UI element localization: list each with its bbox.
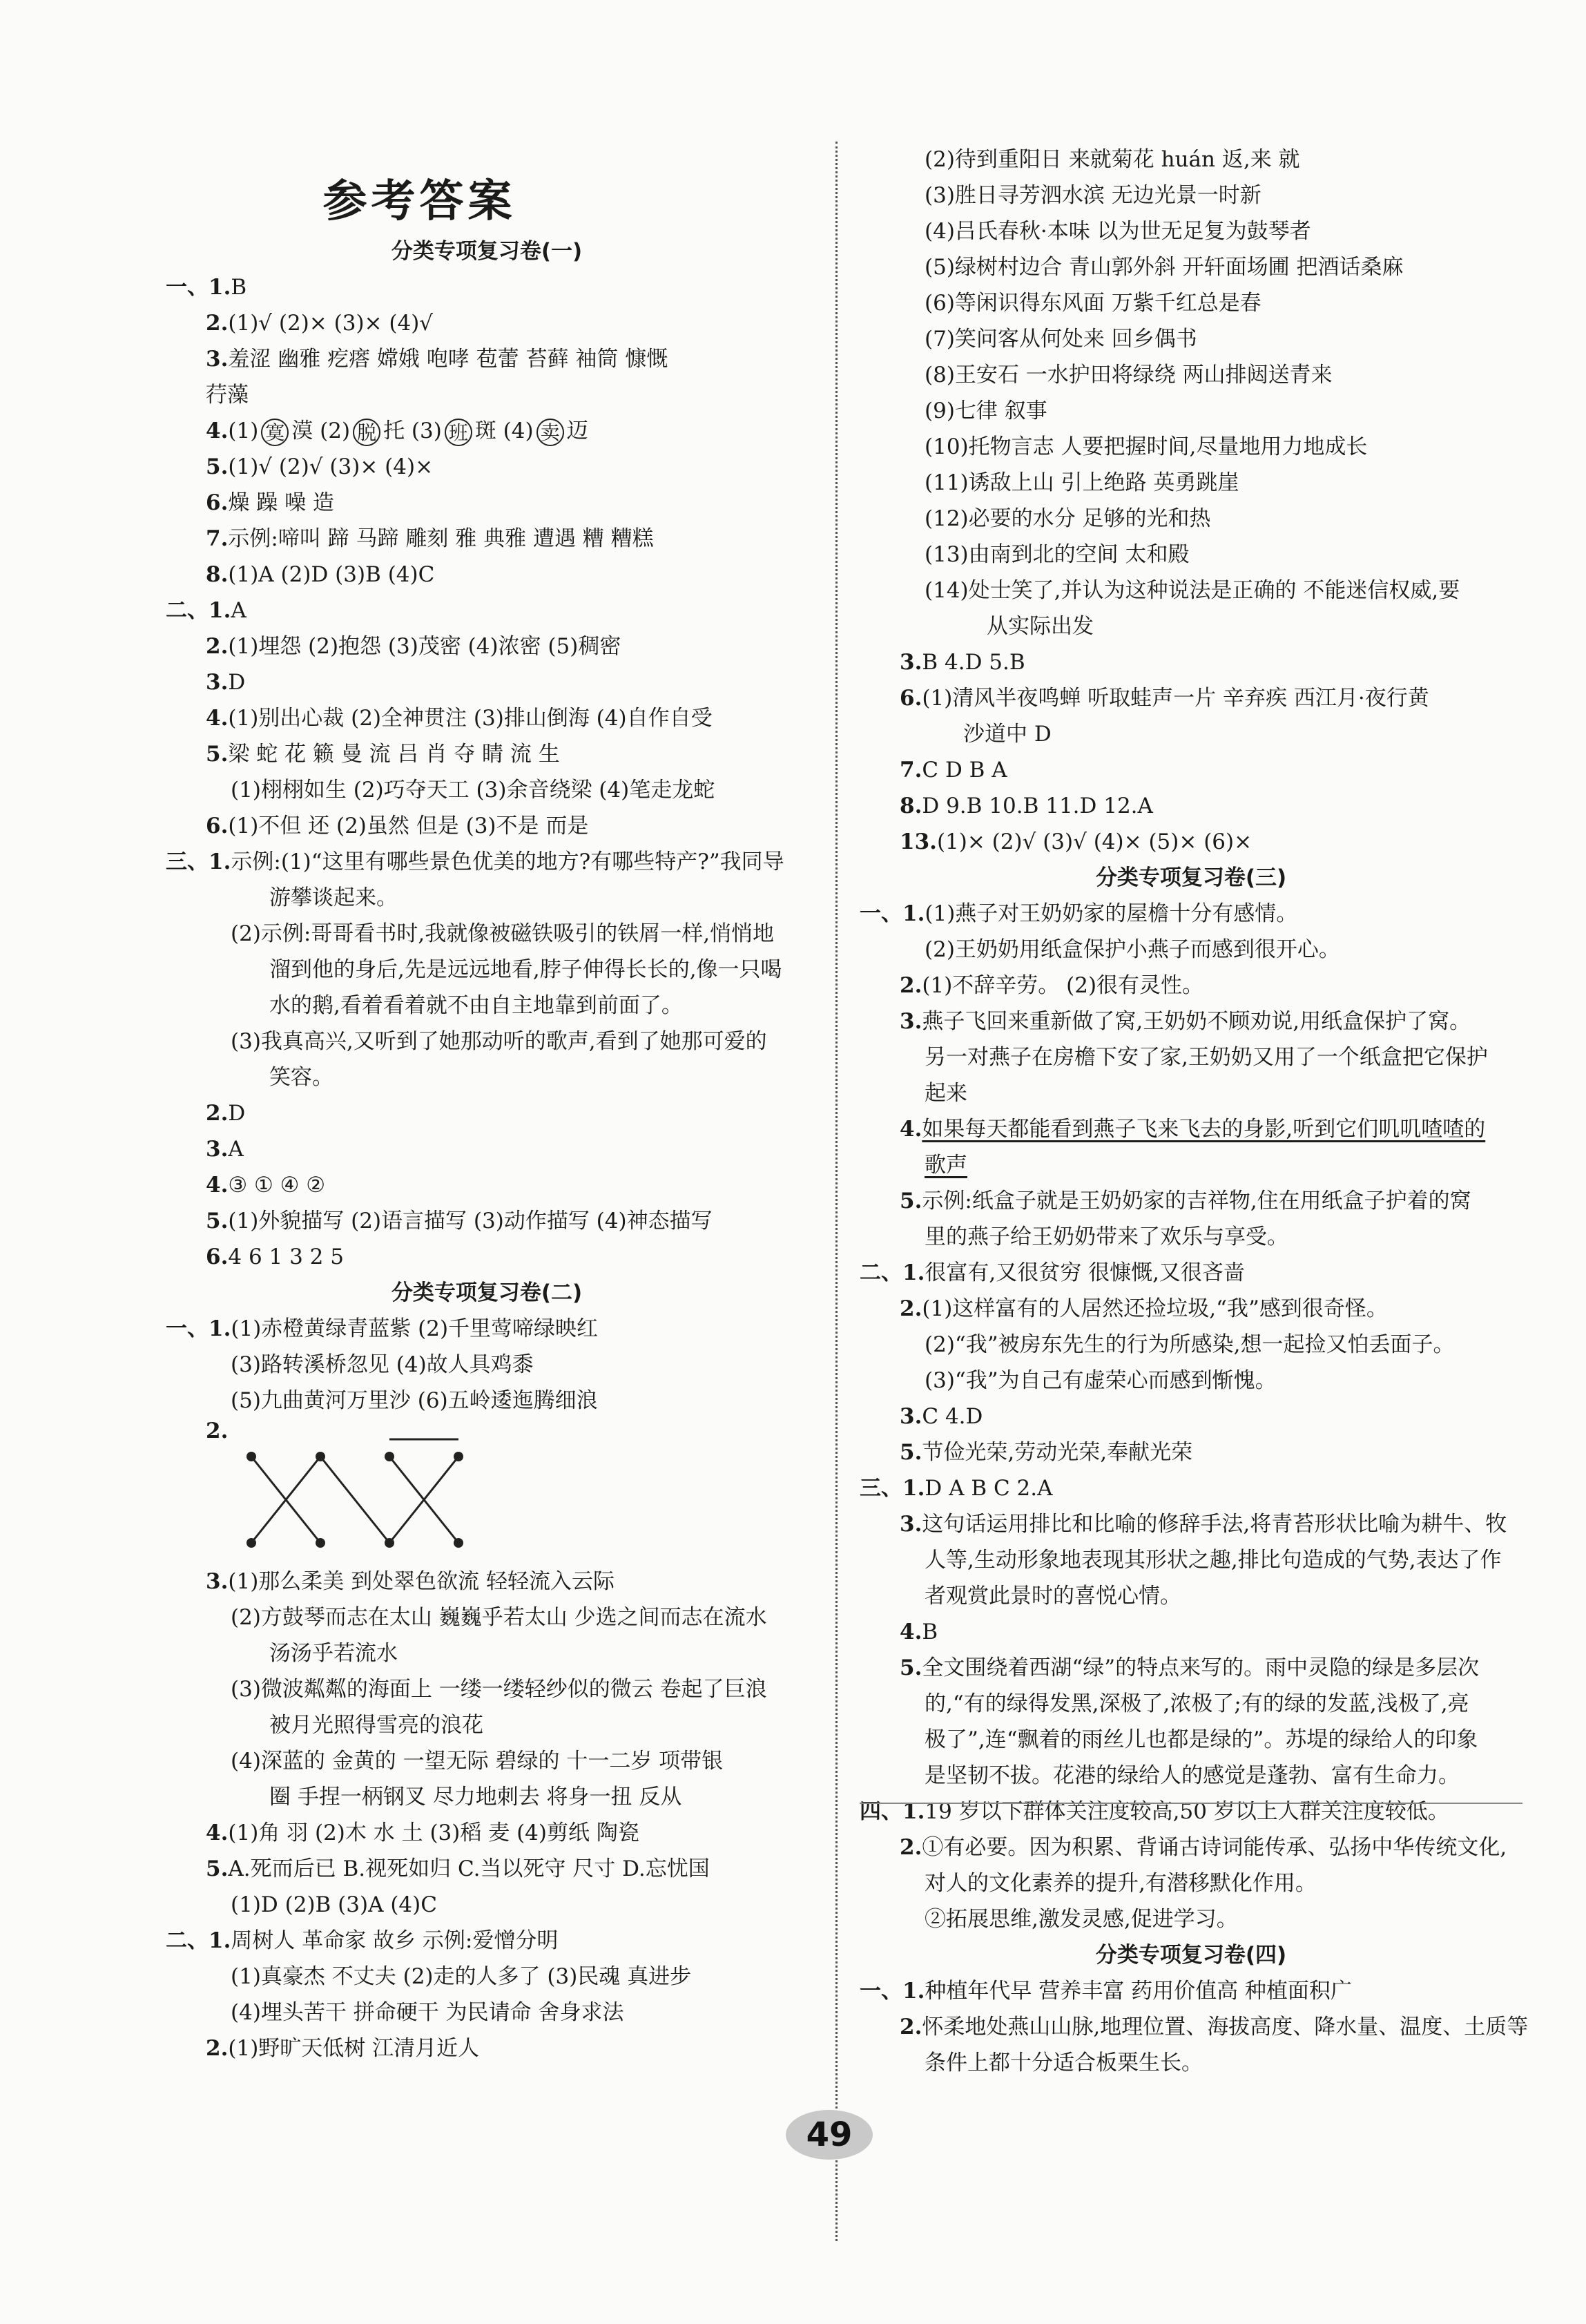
answer-line [166, 1347, 808, 1383]
answer-line [860, 1003, 1522, 1039]
item-number: 4. [206, 1821, 229, 1845]
answer-line [860, 1219, 1522, 1255]
answer-line [860, 501, 1522, 537]
answer-text: (2)示例:哥哥看书时,我就像被磁铁吸引的铁屑一样,悄悄地 [231, 921, 775, 946]
answer-line [860, 608, 1522, 644]
answer-text: (4)埋头苦干 拼命硬干 为民请命 舍身求法 [231, 2000, 624, 2025]
answer-text: (2)王奶奶用纸盒保护小燕子而感到很开心。 [925, 937, 1340, 962]
answer-text: 梁 蛇 花 籁 曼 流 吕 肖 夺 睛 流 生 [228, 742, 560, 767]
answer-text: D [228, 670, 246, 695]
item-number: 3. [206, 347, 229, 372]
answer-text: A [231, 598, 246, 623]
match-dot [454, 1452, 463, 1461]
answer-line [166, 1059, 808, 1095]
answer-text: 游攀谈起来。 [269, 885, 398, 910]
answer-line [860, 1470, 1522, 1506]
item-number: 2. [900, 1296, 922, 1321]
answer-line [860, 1075, 1522, 1111]
answer-line [860, 249, 1522, 285]
answer-line [166, 557, 808, 593]
item-number: 8. [900, 794, 922, 818]
answer-text: (1)清风半夜鸣蝉 听取蛙声一片 辛弃疾 西江月·夜行黄 [922, 686, 1429, 711]
answer-line [860, 1686, 1522, 1722]
item-number: 3. [900, 1404, 922, 1429]
answer-line [166, 341, 808, 377]
answer-text: ③ ① ④ ② [228, 1173, 326, 1198]
answer-line [860, 357, 1522, 393]
item-number: 13. [900, 829, 937, 854]
item-number: 5. [206, 454, 229, 479]
answer-line [860, 573, 1522, 608]
answer-line [860, 1363, 1522, 1399]
answer-line [860, 465, 1522, 501]
answer-text: 圈 手捏一柄钢叉 尽力地刺去 将身一扭 反从 [269, 1785, 682, 1809]
answer-line [166, 1815, 808, 1851]
answer-text: 示例:纸盒子就是王奶奶家的吉祥物,住在用纸盒子护着的窝 [922, 1189, 1471, 1213]
item-number: 3. [206, 1569, 229, 1594]
section-rule [860, 1803, 1522, 1804]
answer-line [166, 2030, 808, 2066]
item-number: 4. [900, 1117, 922, 1142]
answer-text: ①有必要。因为积累、背诵古诗词能传承、弘扬中华传统文化, [922, 1835, 1507, 1860]
item-number: 4. [206, 1173, 229, 1198]
answer-text: 起来 [925, 1081, 967, 1106]
answer-line [860, 1865, 1522, 1901]
item-number: 2. [900, 1835, 922, 1860]
answer-text: 里的燕子给王奶奶带来了欢乐与享受。 [925, 1225, 1288, 1249]
answer-line [166, 1743, 808, 1779]
answer-text: (1)别出心裁 (2)全神贯注 (3)排山倒海 (4)自作自受 [228, 706, 713, 731]
item-number: 5. [900, 1655, 922, 1680]
answer-text: (10)托物言志 人要把握时间,尽量地用力地成长 [925, 434, 1368, 459]
item-number: 5. [900, 1440, 922, 1465]
answer-text: 是坚韧不拔。花港的绿给人的感觉是蓬勃、富有生命力。 [925, 1763, 1460, 1788]
item-number: 4. [206, 419, 229, 443]
answer-line [166, 1887, 808, 1923]
item-number: 5. [900, 1189, 922, 1213]
answer-text: 示例:(1)“这里有哪些景色优美的地方?有哪些特产?”我同导 [231, 849, 784, 874]
answer-text: (3)路转溪桥忽见 (4)故人具鸡黍 [231, 1352, 534, 1377]
answer-line [166, 1311, 808, 1347]
answer-text: (1)外貌描写 (2)语言描写 (3)动作描写 (4)神态描写 [228, 1209, 713, 1233]
item-number: 一、1. [166, 1316, 231, 1341]
answer-line [860, 932, 1522, 968]
item-number: 二、1. [166, 1928, 231, 1953]
answer-text: 的,“有的绿得发黑,深极了,浓极了;有的绿的发蓝,浅极了,亮 [925, 1691, 1469, 1716]
answer-line [166, 1383, 808, 1419]
answer-line [166, 1564, 808, 1600]
answer-text: 托 (3) [383, 419, 442, 443]
answer-text: (5)绿树村边合 青山郭外斜 开轩面场圃 把酒话桑麻 [925, 255, 1404, 280]
underlined-answer-text: 歌声 [925, 1153, 967, 1178]
answer-text: 燥 躁 噪 造 [228, 490, 334, 515]
circled-character: 卖 [536, 419, 564, 446]
answer-line [166, 1167, 808, 1203]
answer-text: (1)那么柔美 到处翠色欲流 轻轻流入云际 [228, 1569, 615, 1594]
answer-text: 被月光照得雪亮的浪花 [269, 1713, 483, 1738]
answer-line [166, 1923, 808, 1959]
answer-text: (8)王安石 一水护田将绿绕 两山排闼送青来 [925, 363, 1333, 387]
answer-text: 羞涩 幽雅 疙瘩 嫦娥 咆哮 苞蕾 苔藓 袖筒 慷慨 [228, 347, 668, 372]
item-number: 2. [206, 1101, 229, 1126]
answer-line [860, 2045, 1522, 2081]
answer-line [166, 377, 808, 413]
answer-line [166, 1851, 808, 1887]
item-number: 2. [206, 634, 229, 659]
answer-text: 4 6 1 3 2 5 [228, 1245, 344, 1269]
answer-text: 另一对燕子在房檐下安了家,王奶奶又用了一个纸盒把它保护 [925, 1045, 1488, 1070]
answer-line [860, 1614, 1522, 1650]
answer-text: 燕子飞回来重新做了窝,王奶奶不顾劝说,用纸盒保护了窝。 [922, 1009, 1471, 1034]
answer-text: (1)角 羽 (2)木 水 土 (3)稻 麦 (4)剪纸 陶瓷 [228, 1821, 639, 1845]
answer-line [166, 1995, 808, 2030]
answer-text: C 4.D [922, 1404, 983, 1429]
item-number: 一、1. [860, 901, 925, 926]
answer-text: 荇藻 [206, 383, 249, 407]
answer-text: 斑 (4) [474, 419, 534, 443]
answer-text: 汤汤乎若流水 [269, 1641, 398, 1666]
answer-line [860, 1578, 1522, 1614]
match-dot [316, 1452, 325, 1461]
answer-line [860, 537, 1522, 573]
item-number: 一、1. [860, 1979, 925, 2004]
item-number: 6. [206, 1245, 229, 1269]
answer-text: (1)√ (2)√ (3)× (4)× [228, 454, 434, 479]
answer-line [860, 1506, 1522, 1542]
answer-line [166, 413, 808, 449]
answer-text: B [922, 1620, 938, 1644]
underlined-answer-text: 如果每天都能看到燕子飞来飞去的身影,听到它们叽叽喳喳的 [922, 1117, 1486, 1142]
answer-line [860, 968, 1522, 1003]
answer-line [860, 393, 1522, 429]
answer-text: 示例:啼叫 蹄 马蹄 雕刻 雅 典雅 遭遇 糟 糟糕 [228, 526, 654, 551]
answer-line [860, 1111, 1522, 1147]
answer-line [860, 896, 1522, 932]
answer-line [860, 1327, 1522, 1363]
circled-character: 班 [445, 419, 472, 446]
answer-text: (7)笑问客从何处来 回乡偶书 [925, 327, 1197, 352]
item-number: 5. [206, 1209, 229, 1233]
item-number: 2. [900, 2015, 922, 2039]
answer-text: (2)待到重阳日 来就菊花 huán 返,来 就 [925, 147, 1300, 172]
answer-line [166, 521, 808, 557]
item-number: 四、1. [860, 1799, 925, 1824]
answer-text: (1)真豪杰 不丈夫 (2)走的人多了 (3)民魂 真进步 [231, 1964, 692, 1989]
answer-line [860, 1830, 1522, 1865]
answer-text: B [231, 275, 247, 300]
answer-text: (1)D (2)B (3)A (4)C [231, 1892, 437, 1917]
answer-text: 全文围绕着西湖“绿”的特点来写的。雨中灵隐的绿是多层次 [922, 1655, 1480, 1680]
answer-text: 笑容。 [269, 1065, 333, 1090]
answer-text: 漠 (2) [291, 419, 351, 443]
answer-line [860, 1794, 1522, 1830]
answer-text: (3)微波粼粼的海面上 一缕一缕轻纱似的微云 卷起了巨浪 [231, 1677, 767, 1702]
answer-text: D 9.B 10.B 11.D 12.A [922, 794, 1153, 818]
answer-text: 怀柔地处燕山山脉,地理位置、海拔高度、降水量、温度、土质等 [922, 2015, 1529, 2039]
answer-line [860, 213, 1522, 249]
answer-text: (12)必要的水分 足够的光和热 [925, 506, 1211, 531]
answer-line [860, 1399, 1522, 1434]
answer-line [166, 880, 808, 916]
answer-line [860, 1901, 1522, 1937]
answer-text: (1)栩栩如生 (2)巧夺天工 (3)余音绕梁 (4)笔走龙蛇 [231, 778, 715, 803]
match-dot [454, 1538, 463, 1548]
match-dot [385, 1452, 394, 1461]
answer-text: (1)赤橙黄绿青蓝紫 (2)千里莺啼绿映红 [231, 1316, 599, 1341]
item-number: 7. [206, 526, 229, 551]
item-number: 三、1. [166, 849, 231, 874]
answer-line [166, 1095, 808, 1131]
page-number-badge: 49 [786, 2110, 873, 2160]
answer-text: (6)等闲识得东风面 万紫千红总是春 [925, 291, 1261, 316]
item-number: 二、1. [166, 598, 231, 623]
circled-character: 寞 [261, 419, 289, 446]
answer-text: 迈 [566, 419, 588, 443]
section-heading: 分类专项复习卷(一) [391, 239, 583, 264]
answer-line [166, 808, 808, 844]
answer-line [860, 752, 1522, 788]
right-column [860, 142, 1529, 2081]
answer-text: A [228, 1137, 244, 1162]
answer-line [860, 1291, 1522, 1327]
item-number: 3. [900, 1512, 922, 1537]
item-number: 5. [206, 742, 229, 767]
item-number: 6. [900, 686, 922, 711]
answer-text: 溜到他的身后,先是远远地看,脖子伸得长长的,像一只喝 [269, 957, 782, 982]
answer-text: ②拓展思维,激发灵感,促进学习。 [925, 1907, 1238, 1932]
item-number: 三、1. [860, 1476, 925, 1501]
answer-line [860, 1650, 1522, 1686]
answer-text: (1)不但 还 (2)虽然 但是 (3)不是 而是 [228, 814, 589, 838]
circled-character: 脱 [353, 419, 380, 446]
answer-line [860, 142, 1522, 177]
answer-text: 19 岁以下群体关注度较高,50 岁以上人群关注度较低。 [925, 1799, 1449, 1824]
item-number: 3. [206, 670, 229, 695]
answer-text: (5)九曲黄河万里沙 (6)五岭逶迤腾细浪 [231, 1388, 598, 1413]
answer-line [860, 788, 1522, 824]
answer-line [166, 1203, 808, 1239]
answer-line [860, 177, 1522, 213]
answer-line [166, 1707, 808, 1743]
answer-text: 极了”,连“飘着的雨丝儿也都是绿的”。苏堤的绿给人的印象 [925, 1727, 1478, 1752]
item-number: 2. [900, 973, 922, 998]
section-heading: 分类专项复习卷(四) [1095, 1943, 1287, 1968]
item-number: 4. [900, 1620, 922, 1644]
answer-text: (9)七律 叙事 [925, 398, 1047, 423]
answer-line [166, 449, 808, 485]
answer-line [166, 1600, 808, 1635]
page-title: 参考答案 [322, 176, 516, 227]
item-number: 5. [206, 1856, 229, 1881]
answer-line [860, 680, 1522, 716]
answer-text: 周树人 革命家 故乡 示例:爱憎分明 [231, 1928, 559, 1953]
answer-line [860, 321, 1522, 357]
answer-text: A.死而后已 B.视死如归 C.当以死守 尺寸 D.忘忧国 [228, 1856, 710, 1881]
item-number: 2. [206, 311, 229, 336]
answer-line [166, 988, 808, 1024]
answer-text: D [228, 1101, 246, 1126]
answer-text: (3)胜日寻芳泗水滨 无边光景一时新 [925, 183, 1261, 208]
item-number: 6. [206, 814, 229, 838]
answer-line [166, 1959, 808, 1995]
answer-text: (1)这样富有的人居然还捡垃圾,“我”感到很奇怪。 [922, 1296, 1388, 1321]
answer-line [860, 2009, 1529, 2045]
answer-text: 从实际出发 [987, 614, 1094, 639]
answer-text: (1)燕子对王奶奶家的屋檐十分有感情。 [925, 901, 1298, 926]
answer-line [860, 1255, 1522, 1291]
answer-text: (1) [228, 419, 259, 443]
answer-text: D A B C 2.A [925, 1476, 1053, 1501]
answer-line [860, 1434, 1522, 1470]
answer-text: (13)由南到北的空间 太和殿 [925, 542, 1190, 567]
answer-text: 人等,生动形象地表现其形状之趣,排比句造成的气势,表达了作 [925, 1548, 1502, 1573]
answer-text: (1)野旷天低树 江清月近人 [228, 2036, 480, 2061]
answer-text: (14)处士笑了,并认为这种说法是正确的 不能迷信权威,要 [925, 578, 1460, 603]
match-dot [246, 1452, 256, 1461]
section-heading: 分类专项复习卷(三) [1095, 865, 1287, 890]
answer-line [860, 1039, 1522, 1075]
answer-text: (11)诱敌上山 引上绝路 英勇跳崖 [925, 470, 1239, 495]
answer-line [166, 1239, 808, 1275]
answer-text: C D B A [922, 758, 1007, 782]
answer-line [860, 1147, 1522, 1183]
match-dot [316, 1538, 325, 1548]
answer-text: B 4.D 5.B [922, 650, 1025, 675]
answer-line [166, 700, 808, 736]
answer-text: 种植年代早 营养丰富 药用价值高 种植面积广 [925, 1979, 1352, 2004]
answer-line [166, 664, 808, 700]
answer-text: (4)吕氏春秋·本味 以为世无足复为鼓琴者 [925, 219, 1311, 244]
answer-text: (1)A (2)D (3)B (4)C [228, 562, 435, 587]
answer-text: (4)深蓝的 金黄的 一望无际 碧绿的 十一二岁 项带银 [231, 1749, 724, 1774]
answer-text: (2)“我”被房东先生的行为所感染,想一起捡又怕丢面子。 [925, 1332, 1455, 1357]
answer-line [860, 285, 1522, 321]
answer-text: 者观赏此景时的喜悦心情。 [925, 1584, 1181, 1608]
match-line [320, 1457, 389, 1543]
answer-line [166, 1635, 808, 1671]
match-dot [385, 1538, 394, 1548]
answer-line [860, 824, 1522, 860]
answer-line [166, 844, 808, 880]
answer-line [166, 593, 808, 628]
matching-diagram [166, 1419, 808, 1564]
answer-text: (1)不辞辛劳。 (2)很有灵性。 [922, 973, 1204, 998]
item-number: 2. [206, 1419, 229, 1443]
answer-line [860, 1542, 1522, 1578]
answer-text: 条件上都十分适合板栗生长。 [925, 2051, 1203, 2075]
item-number: 一、1. [166, 275, 231, 300]
item-number: 二、1. [860, 1260, 925, 1285]
answer-line [860, 1973, 1522, 2009]
answer-line [860, 1722, 1522, 1758]
answer-line [860, 716, 1522, 752]
answer-text: 对人的文化素养的提升,有潜移默化作用。 [925, 1871, 1317, 1896]
answer-line [166, 736, 808, 772]
item-number: 3. [206, 1137, 229, 1162]
answer-line [166, 485, 808, 521]
match-dot [246, 1538, 256, 1548]
answer-line [860, 1183, 1522, 1219]
item-number: 4. [206, 706, 229, 731]
answer-line [166, 1131, 808, 1167]
section-heading: 分类专项复习卷(二) [391, 1280, 583, 1305]
item-number: 6. [206, 490, 229, 515]
answer-text: (3)“我”为自己有虚荣心而感到惭愧。 [925, 1368, 1277, 1393]
answer-text: (1)√ (2)× (3)× (4)√ [228, 311, 434, 336]
answer-line [860, 644, 1522, 680]
column-divider [835, 142, 838, 2241]
answer-line [166, 916, 808, 952]
answer-line [166, 305, 808, 341]
answer-text: (1)埋怨 (2)抱怨 (3)茂密 (4)浓密 (5)稠密 [228, 634, 621, 659]
answer-line [166, 1779, 808, 1815]
answer-text: 水的鹅,看着看着就不由自主地靠到前面了。 [269, 993, 683, 1018]
answer-line [860, 429, 1522, 465]
answer-line [166, 1024, 808, 1059]
item-number: 8. [206, 562, 229, 587]
item-number: 3. [900, 1009, 922, 1034]
item-number: 7. [900, 758, 922, 782]
answer-text: (3)我真高兴,又听到了她那动听的歌声,看到了她那可爱的 [231, 1029, 767, 1054]
item-number: 2. [206, 2036, 229, 2061]
answer-text: 这句话运用排比和比喻的修辞手法,将青苔形状比喻为耕牛、牧 [922, 1512, 1507, 1537]
answer-line [166, 269, 808, 305]
answer-text: (2)方鼓琴而志在太山 巍巍乎若太山 少选之间而志在流水 [231, 1605, 767, 1630]
answer-text: 沙道中 D [963, 722, 1052, 747]
answer-line [860, 1758, 1522, 1794]
answer-text: 很富有,又很贫穷 很慷慨,又很吝啬 [925, 1260, 1245, 1285]
answer-line [166, 628, 808, 664]
answer-text: 节俭光荣,劳动光荣,奉献光荣 [922, 1440, 1193, 1465]
answer-line [166, 1671, 808, 1707]
answer-line [166, 772, 808, 808]
answer-line [166, 952, 808, 988]
left-column [166, 233, 808, 2066]
item-number: 3. [900, 650, 922, 675]
answer-text: (1)× (2)√ (3)√ (4)× (5)× (6)× [936, 829, 1253, 854]
